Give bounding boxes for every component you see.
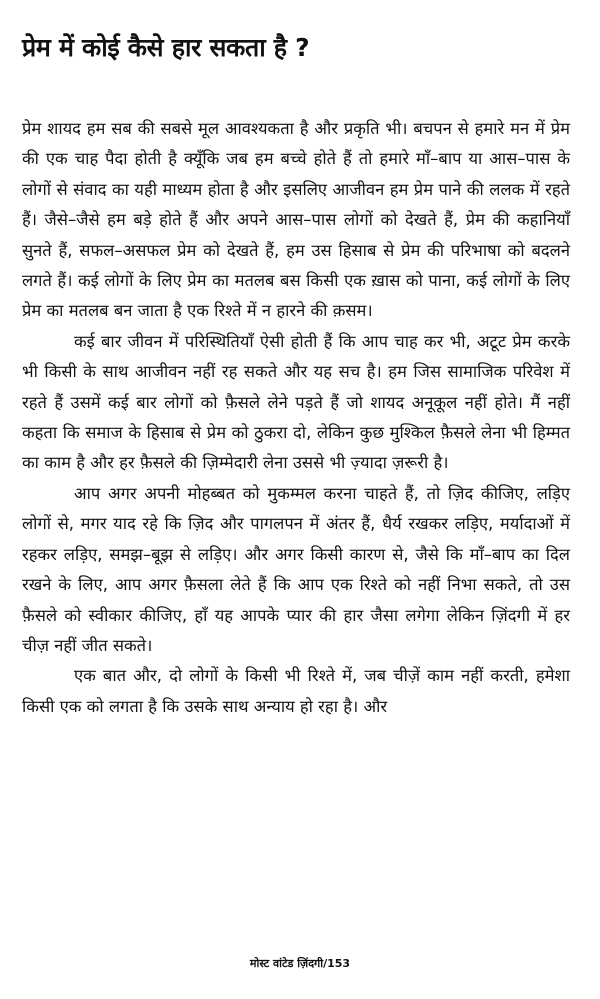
paragraph-2: कई बार जीवन में परिस्थितियाँ ऐसी होती हैं कि आप चाह कर भी, अटूट प्रेम करके भी किसी के साथ आजीवन नहीं रह सकते और यह सच है। हम जिस सामाजिक परिवेश में रहते हैं उसमें कई बार लोगों को फ़ैसले लेने पड़ते हैं जो शायद अनूकूल नहीं होते। मैं नहीं कहता कि समाज के हिसाब से प्रेम को ठुकरा दो, लेकिन कुछ मुश्किल फ़ैसले लेना भी हिम्मत का काम है और हर फ़ैसले की ज़िम्मेदारी लेना उससे भी ज़्यादा ज़रूरी है। <box>22 331 570 473</box>
paragraph-1: प्रेम शायद हम सब की सबसे मूल आवश्यकता है और प्रकृति भी। बचपन से हमारे मन में प्रेम की एक चाह पैदा होती है क्यूँकि जब हम बच्चे होते हैं तो हमारे माँ–बाप या आस–पास के लोगों से संवाद का यही माध्यम होता है और इसलिए आजीवन हम प्रेम पाने की ललक में रहते हैं। जैसे–जैसे हम बड़े होते हैं और अपने आस–पास लोगों को देखते हैं, प्रेम की कहानियाँ सुनते हैं, सफल–असफल प्रेम को देखते हैं, हम उस हिसाब से प्रेम की परिभाषा को बदलने लगते हैं। कई लोगों के लिए प्रेम का मतलब बस किसी एक ख़ास को पाना, कई लोगों के लिए प्रेम का मतलब बन जाता है एक रिश्ते में न हारने की क़सम। <box>22 119 570 321</box>
paragraph-3: आप अगर अपनी मोहब्बत को मुकम्मल करना चाहते हैं, तो ज़िद कीजिए, लड़िए लोगों से, मगर याद रहे कि ज़िद और पागलपन में अंतर हैं, धैर्य रखकर लड़िए, मर्यादाओं में रहकर लड़िए, समझ–बूझ से लड़िए। और अगर किसी कारण से, जैसे कि माँ–बाप का दिल रखने के लिए, आप अगर फ़ैसला लेते हैं कि आप एक रिश्ते को नहीं निभा सकते, तो उस फ़ैसले को स्वीकार कीजिए, हाँ यह आपके प्यार की हार जैसा लगेगा लेकिन ज़िंदगी में हर चीज़ नहीं जीत सकते। <box>22 483 570 655</box>
body-text <box>22 114 570 722</box>
chapter-title: प्रेम में कोई कैसे हार सकता है ? <box>22 33 310 62</box>
paragraph-4: एक बात और, दो लोगों के किसी भी रिश्ते में, जब चीज़ें काम नहीं करती, हमेशा किसी एक को लगता है कि उसके साथ अन्याय हो रहा है। और <box>22 666 570 716</box>
page-footer: मोस्ट वांटेड ज़िंदगी/153 <box>249 957 351 970</box>
